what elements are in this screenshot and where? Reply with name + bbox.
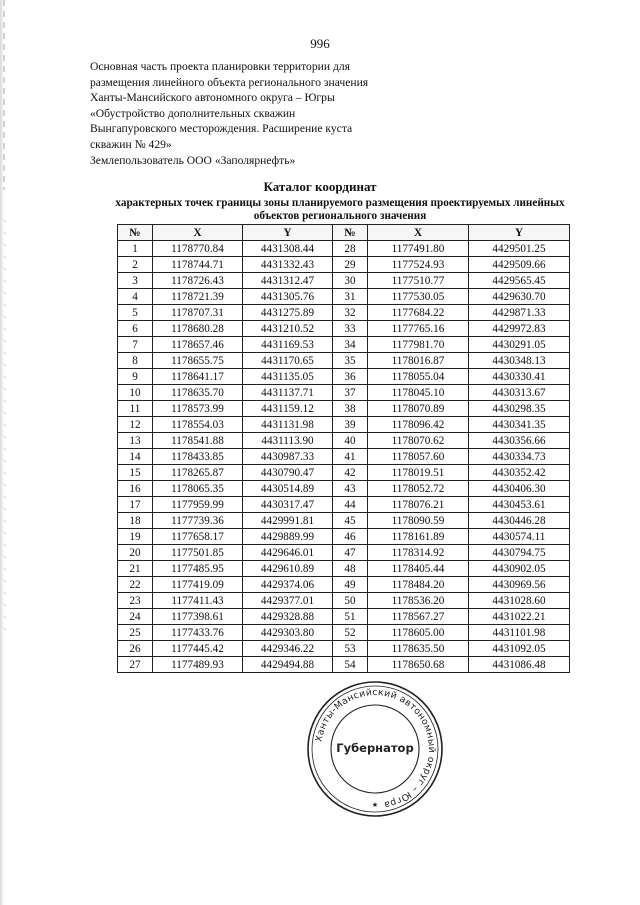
coord-x-cell: 1178265.87 bbox=[153, 465, 243, 481]
table-header-row bbox=[118, 225, 570, 241]
coord-x-cell: 1178567.27 bbox=[368, 609, 469, 625]
coord-x-cell: 1177419.09 bbox=[153, 577, 243, 593]
column-header-number: № bbox=[118, 225, 153, 241]
header-line: Основная часть проекта планировки территории для bbox=[90, 60, 350, 73]
point-number-cell: 40 bbox=[333, 433, 368, 449]
coord-y-cell: 4429889.99 bbox=[243, 529, 333, 545]
point-number-cell: 14 bbox=[118, 449, 153, 465]
table-row bbox=[118, 497, 570, 513]
point-number-cell: 29 bbox=[333, 257, 368, 273]
point-number-cell: 2 bbox=[118, 257, 153, 273]
point-number-cell: 12 bbox=[118, 417, 153, 433]
table-row bbox=[118, 465, 570, 481]
coord-y-cell: 4430291.05 bbox=[469, 337, 570, 353]
point-number-cell: 10 bbox=[118, 385, 153, 401]
coord-y-cell: 4429610.89 bbox=[243, 561, 333, 577]
coord-x-cell: 1177739.36 bbox=[153, 513, 243, 529]
document-header bbox=[90, 59, 410, 168]
coord-x-cell: 1178484.20 bbox=[368, 577, 469, 593]
coord-x-cell: 1177765.16 bbox=[368, 321, 469, 337]
coord-x-cell: 1178635.50 bbox=[368, 641, 469, 657]
coord-y-cell: 4430330.41 bbox=[469, 369, 570, 385]
table-row bbox=[118, 241, 570, 257]
coord-y-cell: 4431022.21 bbox=[469, 609, 570, 625]
coord-x-cell: 1178726.43 bbox=[153, 273, 243, 289]
coord-x-cell: 1177485.95 bbox=[153, 561, 243, 577]
coord-y-cell: 4430453.61 bbox=[469, 497, 570, 513]
point-number-cell: 28 bbox=[333, 241, 368, 257]
coord-y-cell: 4431332.43 bbox=[243, 257, 333, 273]
point-number-cell: 49 bbox=[333, 577, 368, 593]
coord-x-cell: 1177489.93 bbox=[153, 657, 243, 673]
table-row bbox=[118, 289, 570, 305]
coord-x-cell: 1177684.22 bbox=[368, 305, 469, 321]
point-number-cell: 6 bbox=[118, 321, 153, 337]
coord-y-cell: 4431169.53 bbox=[243, 337, 333, 353]
coord-x-cell: 1178405.44 bbox=[368, 561, 469, 577]
coord-y-cell: 4429346.22 bbox=[243, 641, 333, 657]
point-number-cell: 53 bbox=[333, 641, 368, 657]
table-row bbox=[118, 417, 570, 433]
coord-y-cell: 4431092.05 bbox=[469, 641, 570, 657]
coord-x-cell: 1177981.70 bbox=[368, 337, 469, 353]
coord-y-cell: 4429501.25 bbox=[469, 241, 570, 257]
table-row bbox=[118, 401, 570, 417]
catalog-subtitle-line: характерных точек границы зоны планируемого размещения проектируемых линейных bbox=[115, 197, 565, 209]
coord-y-cell: 4429646.01 bbox=[243, 545, 333, 561]
table-row bbox=[118, 481, 570, 497]
coord-x-cell: 1178055.04 bbox=[368, 369, 469, 385]
column-header-y: Y bbox=[469, 225, 570, 241]
point-number-cell: 23 bbox=[118, 593, 153, 609]
coord-x-cell: 1177524.93 bbox=[368, 257, 469, 273]
coord-y-cell: 4429630.70 bbox=[469, 289, 570, 305]
point-number-cell: 4 bbox=[118, 289, 153, 305]
column-header-x: X bbox=[153, 225, 243, 241]
coord-x-cell: 1178770.84 bbox=[153, 241, 243, 257]
coord-x-cell: 1178019.51 bbox=[368, 465, 469, 481]
point-number-cell: 15 bbox=[118, 465, 153, 481]
point-number-cell: 45 bbox=[333, 513, 368, 529]
point-number-cell: 54 bbox=[333, 657, 368, 673]
header-line: скважин № 429» bbox=[90, 137, 172, 151]
coord-x-cell: 1178057.60 bbox=[368, 449, 469, 465]
point-number-cell: 30 bbox=[333, 273, 368, 289]
coord-x-cell: 1178655.75 bbox=[153, 353, 243, 369]
point-number-cell: 27 bbox=[118, 657, 153, 673]
catalog-title: Каталог координат bbox=[263, 179, 377, 194]
coord-x-cell: 1177530.05 bbox=[368, 289, 469, 305]
coord-x-cell: 1178161.89 bbox=[368, 529, 469, 545]
coord-y-cell: 4429374.06 bbox=[243, 577, 333, 593]
coord-y-cell: 4429972.83 bbox=[469, 321, 570, 337]
table-row bbox=[118, 369, 570, 385]
point-number-cell: 26 bbox=[118, 641, 153, 657]
table-row bbox=[118, 273, 570, 289]
coord-y-cell: 4430313.67 bbox=[469, 385, 570, 401]
table-row bbox=[118, 321, 570, 337]
point-number-cell: 3 bbox=[118, 273, 153, 289]
coord-x-cell: 1178707.31 bbox=[153, 305, 243, 321]
point-number-cell: 52 bbox=[333, 625, 368, 641]
land-user-line: Землепользователь ООО «Заполярнефть» bbox=[90, 153, 296, 167]
coord-y-cell: 4431275.89 bbox=[243, 305, 333, 321]
table-row bbox=[118, 577, 570, 593]
column-header-x: X bbox=[368, 225, 469, 241]
governor-seal bbox=[304, 678, 446, 820]
header-line: Вынгапуровского месторождения. Расширение куста bbox=[90, 122, 353, 136]
coord-x-cell: 1177501.85 bbox=[153, 545, 243, 561]
coord-x-cell: 1177411.43 bbox=[153, 593, 243, 609]
point-number-cell: 13 bbox=[118, 433, 153, 449]
coord-x-cell: 1177433.76 bbox=[153, 625, 243, 641]
coord-y-cell: 4431113.90 bbox=[243, 433, 333, 449]
point-number-cell: 43 bbox=[333, 481, 368, 497]
coord-y-cell: 4430348.13 bbox=[469, 353, 570, 369]
coord-y-cell: 4430574.11 bbox=[469, 529, 570, 545]
table-row bbox=[118, 353, 570, 369]
coord-x-cell: 1177491.80 bbox=[368, 241, 469, 257]
catalog-subtitle-line: объектов регионального значения bbox=[253, 209, 427, 222]
coord-y-cell: 4431101.98 bbox=[469, 625, 570, 641]
coord-x-cell: 1177959.99 bbox=[153, 497, 243, 513]
coord-y-cell: 4430352.42 bbox=[469, 465, 570, 481]
header-line: размещения линейного объекта регионального значения bbox=[90, 75, 369, 89]
point-number-cell: 9 bbox=[118, 369, 153, 385]
table-row bbox=[118, 625, 570, 641]
point-number-cell: 16 bbox=[118, 481, 153, 497]
coord-y-cell: 4430317.47 bbox=[243, 497, 333, 513]
point-number-cell: 8 bbox=[118, 353, 153, 369]
coord-x-cell: 1178721.39 bbox=[153, 289, 243, 305]
scan-margin-marks bbox=[2, 0, 8, 905]
point-number-cell: 42 bbox=[333, 465, 368, 481]
point-number-cell: 50 bbox=[333, 593, 368, 609]
table-row bbox=[118, 513, 570, 529]
coord-y-cell: 4429494.88 bbox=[243, 657, 333, 673]
coord-y-cell: 4430356.66 bbox=[469, 433, 570, 449]
coord-x-cell: 1178065.35 bbox=[153, 481, 243, 497]
coord-x-cell: 1178096.42 bbox=[368, 417, 469, 433]
point-number-cell: 48 bbox=[333, 561, 368, 577]
point-number-cell: 51 bbox=[333, 609, 368, 625]
coordinates-table bbox=[117, 224, 570, 673]
coord-x-cell: 1178433.85 bbox=[153, 449, 243, 465]
header-line: «Обустройство дополнительных скважин bbox=[90, 106, 296, 120]
coord-x-cell: 1178070.89 bbox=[368, 401, 469, 417]
coord-y-cell: 4430446.28 bbox=[469, 513, 570, 529]
seal-center-text: Губернатор bbox=[336, 741, 414, 755]
point-number-cell: 35 bbox=[333, 353, 368, 369]
point-number-cell: 18 bbox=[118, 513, 153, 529]
coord-y-cell: 4431308.44 bbox=[243, 241, 333, 257]
table-row bbox=[118, 305, 570, 321]
point-number-cell: 5 bbox=[118, 305, 153, 321]
coord-x-cell: 1178045.10 bbox=[368, 385, 469, 401]
point-number-cell: 37 bbox=[333, 385, 368, 401]
coord-x-cell: 1178536.20 bbox=[368, 593, 469, 609]
coord-x-cell: 1178573.99 bbox=[153, 401, 243, 417]
coord-y-cell: 4430514.89 bbox=[243, 481, 333, 497]
coord-y-cell: 4431086.48 bbox=[469, 657, 570, 673]
coord-y-cell: 4430298.35 bbox=[469, 401, 570, 417]
column-header-number: № bbox=[333, 225, 368, 241]
coord-y-cell: 4431170.65 bbox=[243, 353, 333, 369]
page-number: 996 bbox=[310, 36, 330, 51]
coord-y-cell: 4429565.45 bbox=[469, 273, 570, 289]
coord-y-cell: 4431131.98 bbox=[243, 417, 333, 433]
coord-x-cell: 1178052.72 bbox=[368, 481, 469, 497]
table-row bbox=[118, 593, 570, 609]
point-number-cell: 47 bbox=[333, 545, 368, 561]
point-number-cell: 41 bbox=[333, 449, 368, 465]
table-row bbox=[118, 337, 570, 353]
coord-x-cell: 1178541.88 bbox=[153, 433, 243, 449]
point-number-cell: 36 bbox=[333, 369, 368, 385]
point-number-cell: 24 bbox=[118, 609, 153, 625]
coord-y-cell: 4431210.52 bbox=[243, 321, 333, 337]
table-row bbox=[118, 257, 570, 273]
table-row bbox=[118, 385, 570, 401]
coord-y-cell: 4429991.81 bbox=[243, 513, 333, 529]
coord-y-cell: 4431312.47 bbox=[243, 273, 333, 289]
coord-x-cell: 1178744.71 bbox=[153, 257, 243, 273]
coord-x-cell: 1178016.87 bbox=[368, 353, 469, 369]
coord-x-cell: 1178076.21 bbox=[368, 497, 469, 513]
coord-x-cell: 1178314.92 bbox=[368, 545, 469, 561]
point-number-cell: 1 bbox=[118, 241, 153, 257]
coord-y-cell: 4430406.30 bbox=[469, 481, 570, 497]
coord-y-cell: 4431137.71 bbox=[243, 385, 333, 401]
point-number-cell: 39 bbox=[333, 417, 368, 433]
point-number-cell: 20 bbox=[118, 545, 153, 561]
point-number-cell: 21 bbox=[118, 561, 153, 577]
coord-x-cell: 1178650.68 bbox=[368, 657, 469, 673]
catalog-subtitle bbox=[90, 197, 590, 222]
point-number-cell: 34 bbox=[333, 337, 368, 353]
point-number-cell: 17 bbox=[118, 497, 153, 513]
coord-x-cell: 1177658.17 bbox=[153, 529, 243, 545]
coord-x-cell: 1177398.61 bbox=[153, 609, 243, 625]
point-number-cell: 7 bbox=[118, 337, 153, 353]
coord-x-cell: 1178635.70 bbox=[153, 385, 243, 401]
coord-x-cell: 1178070.62 bbox=[368, 433, 469, 449]
coord-x-cell: 1178554.03 bbox=[153, 417, 243, 433]
point-number-cell: 11 bbox=[118, 401, 153, 417]
point-number-cell: 33 bbox=[333, 321, 368, 337]
coord-y-cell: 4431028.60 bbox=[469, 593, 570, 609]
coord-y-cell: 4430794.75 bbox=[469, 545, 570, 561]
coord-x-cell: 1178090.59 bbox=[368, 513, 469, 529]
coord-x-cell: 1178657.46 bbox=[153, 337, 243, 353]
point-number-cell: 44 bbox=[333, 497, 368, 513]
coord-y-cell: 4430902.05 bbox=[469, 561, 570, 577]
coord-y-cell: 4430790.47 bbox=[243, 465, 333, 481]
coord-y-cell: 4429303.80 bbox=[243, 625, 333, 641]
point-number-cell: 46 bbox=[333, 529, 368, 545]
coord-y-cell: 4430969.56 bbox=[469, 577, 570, 593]
coord-y-cell: 4431159.12 bbox=[243, 401, 333, 417]
header-line: Ханты-Мансийского автономного округа – Югры bbox=[90, 91, 335, 105]
coord-x-cell: 1177445.42 bbox=[153, 641, 243, 657]
coord-x-cell: 1177510.77 bbox=[368, 273, 469, 289]
coord-y-cell: 4431135.05 bbox=[243, 369, 333, 385]
coord-x-cell: 1178680.28 bbox=[153, 321, 243, 337]
coord-y-cell: 4429328.88 bbox=[243, 609, 333, 625]
point-number-cell: 25 bbox=[118, 625, 153, 641]
coord-y-cell: 4430987.33 bbox=[243, 449, 333, 465]
table-row bbox=[118, 449, 570, 465]
table-row bbox=[118, 641, 570, 657]
table-row bbox=[118, 433, 570, 449]
point-number-cell: 32 bbox=[333, 305, 368, 321]
coord-y-cell: 4429377.01 bbox=[243, 593, 333, 609]
seal-ring-text: Ханты-Мансийский автономный округ – Югра bbox=[313, 686, 438, 811]
table-row bbox=[118, 657, 570, 673]
point-number-cell: 38 bbox=[333, 401, 368, 417]
table-body bbox=[118, 241, 570, 673]
point-number-cell: 31 bbox=[333, 289, 368, 305]
coord-y-cell: 4430334.73 bbox=[469, 449, 570, 465]
table-row bbox=[118, 609, 570, 625]
coord-x-cell: 1178641.17 bbox=[153, 369, 243, 385]
point-number-cell: 19 bbox=[118, 529, 153, 545]
seal-star-icon: ★ bbox=[371, 801, 379, 809]
point-number-cell: 22 bbox=[118, 577, 153, 593]
coord-y-cell: 4429509.66 bbox=[469, 257, 570, 273]
coord-y-cell: 4429871.33 bbox=[469, 305, 570, 321]
coord-y-cell: 4430341.35 bbox=[469, 417, 570, 433]
coord-y-cell: 4431305.76 bbox=[243, 289, 333, 305]
column-header-y: Y bbox=[243, 225, 333, 241]
table-row bbox=[118, 561, 570, 577]
table-row bbox=[118, 545, 570, 561]
table-row bbox=[118, 529, 570, 545]
coord-x-cell: 1178605.00 bbox=[368, 625, 469, 641]
